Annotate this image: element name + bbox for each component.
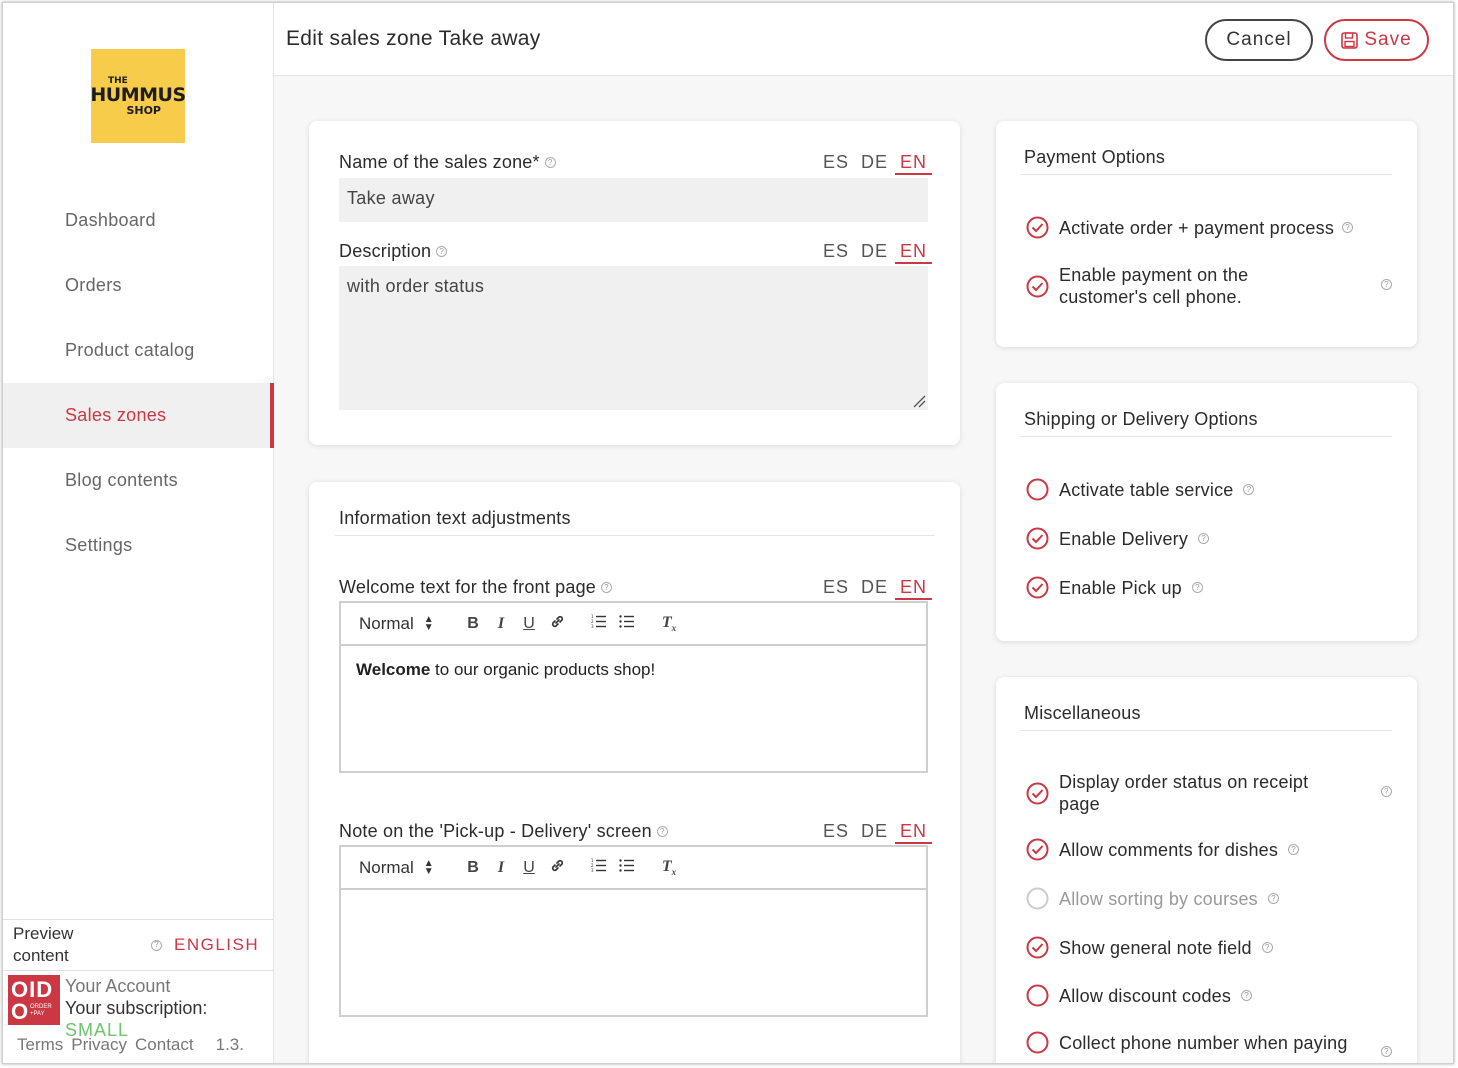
oido-logo-line-2: O (11, 999, 29, 1024)
subscription-value: SMALL (65, 1020, 130, 1040)
link-icon[interactable] (543, 614, 571, 634)
format-select-value: Normal (359, 857, 414, 877)
option-display-order-status[interactable] (1026, 771, 1391, 815)
note-delivery-label (339, 821, 668, 842)
underline-button[interactable]: U (523, 614, 535, 632)
format-select[interactable] (359, 614, 459, 634)
logo-line-3: SHOP (126, 103, 161, 117)
save-button-label: Save (1364, 29, 1412, 50)
option-discount-codes[interactable] (1026, 984, 1252, 1007)
subscription-label: Your subscription: (65, 998, 208, 1018)
help-icon[interactable]: ? (601, 582, 612, 593)
help-icon[interactable]: ? (657, 826, 668, 837)
sidebar-item-sales-zones[interactable] (3, 383, 274, 448)
option-enable-pickup[interactable] (1026, 576, 1203, 599)
svg-text:3: 3 (591, 868, 594, 872)
miscellaneous-title: Miscellaneous (1024, 703, 1141, 723)
shipping-options-card (996, 383, 1417, 641)
format-select-value: Normal (359, 613, 414, 633)
help-icon[interactable]: ? (151, 940, 162, 951)
page-header (274, 3, 1453, 76)
oido-logo (8, 975, 60, 1025)
sidebar-item-dashboard[interactable] (3, 188, 274, 253)
clear-format-glyph: T (661, 613, 672, 631)
lang-tab-de[interactable]: DE (861, 577, 889, 597)
checked-circle-icon (1026, 275, 1049, 298)
section-divider (1020, 730, 1392, 731)
option-table-service[interactable] (1026, 478, 1254, 501)
cancel-button[interactable] (1205, 19, 1313, 61)
payment-options-card (996, 121, 1417, 347)
shipping-options-title: Shipping or Delivery Options (1024, 409, 1258, 429)
option-label: Activate table service (1059, 479, 1234, 500)
description-text: with order status (347, 276, 485, 296)
clear-format-icon[interactable]: $T_x$ (661, 613, 677, 634)
miscellaneous-card (996, 677, 1417, 1064)
information-text-card (309, 482, 960, 1064)
info-text-title: Information text adjustments (339, 508, 571, 528)
sidebar-item-label: Blog contents (65, 470, 178, 490)
sidebar-item-label: Settings (65, 535, 133, 555)
link-icon[interactable] (543, 858, 571, 878)
oido-small-1: ORDER (30, 1004, 52, 1010)
account-text (65, 975, 207, 1041)
help-icon[interactable]: ? (1243, 484, 1254, 495)
version-label: 1.3. (215, 1035, 244, 1054)
unchecked-circle-icon (1026, 984, 1049, 1007)
option-label: Display order status on receipt page (1059, 772, 1309, 814)
sidebar-item-label: Sales zones (65, 405, 167, 425)
lang-tab-en[interactable]: EN (895, 241, 932, 264)
sidebar (3, 3, 274, 1063)
lang-tab-es[interactable]: ES (823, 821, 850, 841)
bullet-list-icon[interactable] (613, 858, 641, 877)
welcome-language-tabs (823, 577, 932, 600)
sidebar-item-product-catalog[interactable] (3, 318, 274, 383)
name-input[interactable]: Take away (339, 178, 928, 222)
page-title: Edit sales zone Take away (286, 27, 541, 50)
terms-link[interactable]: Terms (17, 1035, 64, 1054)
option-label: Allow comments for dishes (1059, 839, 1279, 860)
account-panel[interactable] (8, 975, 274, 1039)
option-activate-order-payment[interactable] (1026, 216, 1386, 239)
preview-content-selector (3, 919, 274, 971)
updown-arrows-icon: ▲ ▼ (423, 857, 434, 877)
unchecked-circle-icon (1026, 1031, 1049, 1054)
option-label: Enable Pick up (1059, 577, 1182, 598)
format-select[interactable] (359, 858, 459, 878)
resize-handle-icon[interactable] (912, 394, 926, 408)
option-label: Activate order + payment process (1059, 217, 1335, 238)
option-general-note-field[interactable] (1026, 936, 1273, 959)
lang-tab-de[interactable]: DE (861, 821, 889, 841)
help-icon[interactable]: ? (1192, 582, 1203, 593)
sidebar-item-settings[interactable] (3, 513, 274, 578)
option-label: Collect phone number when paying (1059, 1032, 1348, 1053)
app-window (2, 2, 1454, 1064)
welcome-bold-text: Welcome (356, 660, 431, 679)
ordered-list-icon[interactable] (585, 614, 613, 633)
footer-links (17, 1035, 244, 1055)
preview-language-dropdown[interactable]: ENGLISH (174, 935, 260, 954)
sidebar-item-orders[interactable] (3, 253, 274, 318)
payment-options-title: Payment Options (1024, 147, 1166, 167)
option-label: Enable Delivery (1059, 528, 1189, 549)
name-field-label-text: Name of the sales zone* (339, 152, 540, 172)
help-icon[interactable]: ? (1262, 942, 1273, 953)
updown-arrows-icon: ▲ ▼ (423, 613, 434, 633)
note-delivery-label-text: Note on the 'Pick-up - Delivery' screen (339, 821, 652, 841)
brand-logo[interactable] (91, 49, 185, 143)
oido-logo-line-1: OID (11, 977, 54, 1002)
clear-format-icon[interactable]: $T_x$ (661, 857, 677, 878)
checked-circle-icon (1026, 936, 1049, 959)
ordered-list-icon[interactable] (585, 858, 613, 877)
option-label: Allow sorting by courses (1059, 888, 1258, 909)
lang-tab-es[interactable]: ES (823, 577, 850, 597)
help-icon[interactable]: ? (545, 157, 556, 168)
svg-text:1: 1 (591, 614, 594, 619)
option-enable-delivery[interactable] (1026, 527, 1209, 550)
help-icon[interactable]: ? (1381, 1046, 1392, 1057)
logo-line-1: THE (108, 75, 128, 86)
lang-tab-es[interactable]: ES (823, 241, 850, 261)
help-icon[interactable]: ? (1268, 893, 1279, 904)
sidebar-item-label: Dashboard (65, 210, 156, 230)
cancel-button-label: Cancel (1226, 29, 1292, 50)
welcome-rest-text: to our organic products shop! (430, 660, 656, 679)
checked-circle-icon (1026, 216, 1049, 239)
preview-label-line-1: Preview (13, 924, 74, 943)
underline-button[interactable]: U (523, 858, 535, 876)
lang-tab-de[interactable]: DE (861, 152, 889, 172)
checked-circle-icon (1026, 838, 1049, 861)
lang-tab-en[interactable]: EN (895, 821, 932, 844)
floppy-disk-icon (1341, 32, 1358, 49)
editor-toolbar (341, 603, 926, 646)
option-label: Allow discount codes (1059, 985, 1232, 1006)
help-icon[interactable]: ? (1198, 533, 1209, 544)
option-collect-phone-number[interactable] (1026, 1031, 1391, 1054)
welcome-text-content[interactable] (341, 646, 926, 694)
note-language-tabs (823, 821, 932, 844)
checked-circle-icon (1026, 527, 1049, 550)
note-delivery-editor (339, 845, 928, 1017)
welcome-text-label-text: Welcome text for the front page (339, 577, 596, 597)
welcome-text-editor (339, 601, 928, 773)
svg-text:2: 2 (591, 619, 594, 624)
svg-text:2: 2 (591, 863, 594, 868)
option-sorting-by-courses[interactable] (1026, 887, 1279, 910)
option-payment-cell-phone[interactable] (1026, 264, 1391, 308)
oido-logo-small (30, 1004, 52, 1018)
option-label: Enable payment on the customer's cell phone. (1059, 265, 1249, 307)
oido-small-2: +PAY (30, 1011, 45, 1017)
note-delivery-content[interactable] (341, 890, 926, 918)
bold-button[interactable]: B (467, 614, 479, 632)
help-icon[interactable]: ? (1241, 990, 1252, 1001)
checked-circle-icon (1026, 576, 1049, 599)
welcome-text-label (339, 577, 612, 598)
general-card (309, 121, 960, 445)
help-icon[interactable]: ? (436, 246, 447, 257)
lang-tab-es[interactable]: ES (823, 152, 850, 172)
svg-text:1: 1 (591, 858, 594, 863)
contact-link[interactable]: Contact (135, 1035, 194, 1054)
bold-button[interactable]: B (467, 858, 479, 876)
option-allow-comments[interactable] (1026, 838, 1299, 861)
name-field-label (339, 152, 556, 173)
option-label: Show general note field (1059, 937, 1252, 958)
sidebar-item-label: Product catalog (65, 340, 195, 360)
lang-tab-en[interactable]: EN (895, 152, 932, 175)
save-button[interactable] (1324, 19, 1429, 61)
sidebar-item-blog-contents[interactable] (3, 448, 274, 513)
section-divider (1020, 174, 1392, 175)
section-divider (335, 535, 935, 536)
bullet-list-icon[interactable] (613, 614, 641, 633)
section-divider (1020, 436, 1392, 437)
your-account-link[interactable]: Your Account (65, 976, 171, 996)
unchecked-circle-icon (1026, 887, 1049, 910)
privacy-link[interactable]: Privacy (71, 1035, 128, 1054)
lang-tab-de[interactable]: DE (861, 241, 889, 261)
editor-toolbar (341, 847, 926, 890)
sidebar-nav (3, 188, 274, 578)
lang-tab-en[interactable]: EN (895, 577, 932, 600)
name-language-tabs (823, 152, 932, 175)
help-icon[interactable]: ? (1342, 222, 1353, 233)
description-textarea[interactable] (339, 266, 928, 410)
help-icon[interactable]: ? (1381, 279, 1392, 290)
clear-format-glyph: T (661, 857, 672, 875)
sidebar-item-label: Orders (65, 275, 122, 295)
description-field-label-text: Description (339, 241, 432, 261)
italic-button[interactable]: I (497, 614, 505, 632)
help-icon[interactable]: ? (1288, 844, 1299, 855)
checked-circle-icon (1026, 782, 1049, 805)
description-field-label (339, 241, 447, 262)
preview-label (13, 923, 143, 967)
unchecked-circle-icon (1026, 478, 1049, 501)
preview-label-line-2: content (13, 946, 69, 965)
help-icon[interactable]: ? (1381, 786, 1392, 797)
svg-text:3: 3 (591, 624, 594, 628)
logo-line-2: HUMMUS (90, 83, 186, 106)
italic-button[interactable]: I (497, 858, 505, 876)
description-language-tabs (823, 241, 932, 264)
